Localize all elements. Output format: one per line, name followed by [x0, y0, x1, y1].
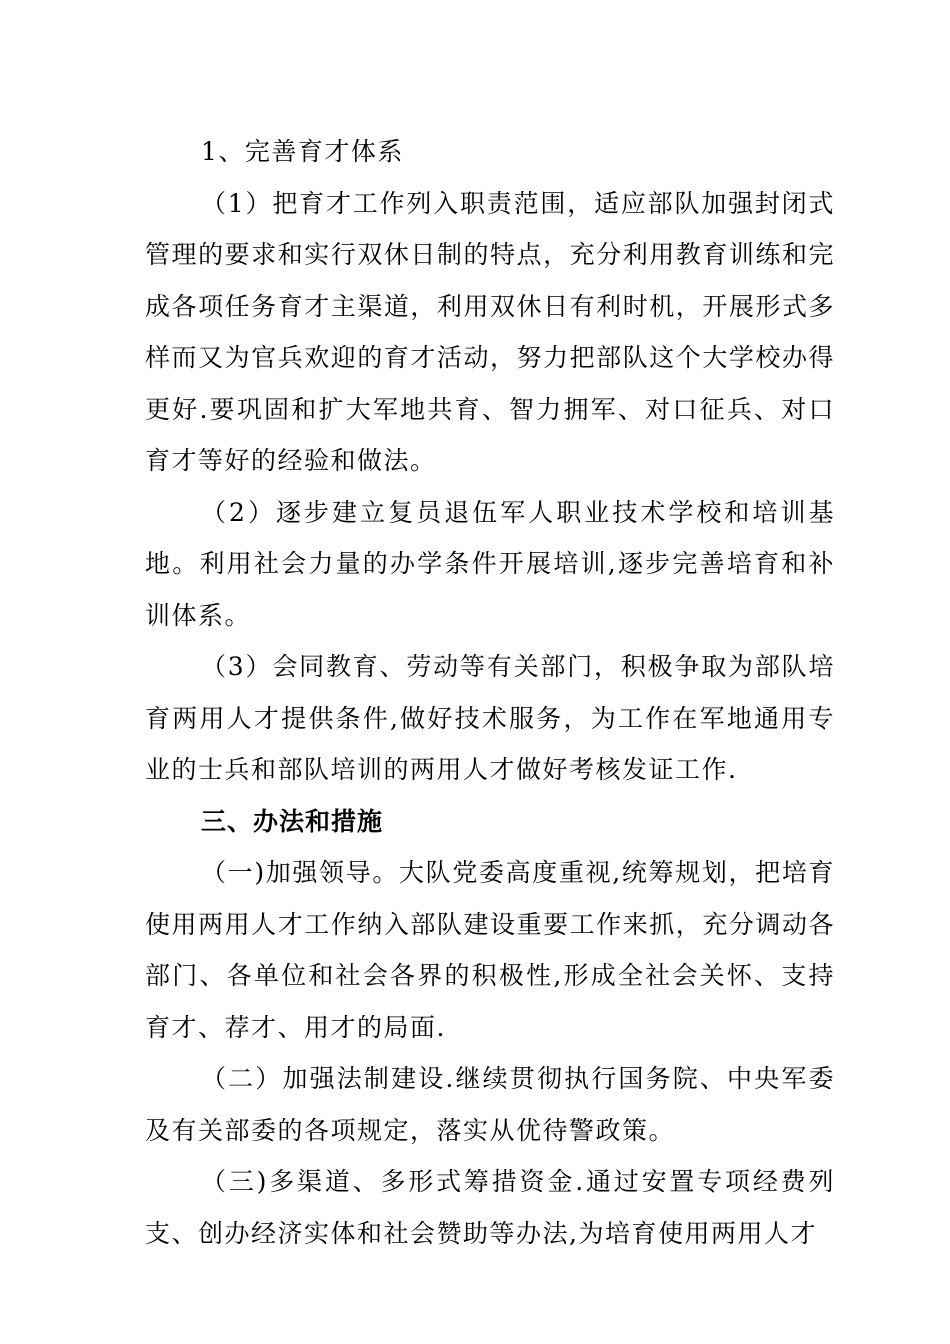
paragraph-item-1: （1）把育才工作列入职责范围，适应部队加强封闭式管理的要求和实行双休日制的特点，充分利用教育训练和完成各项任务育才主渠道，利用双休日有利时机，开展形式多样而又为官兵欢迎的育才活动，努力把部队这个大学校办得更好.要巩固和扩大军地共育、智力拥军、对口征兵、对口育才等好的经验和做法。: [145, 188, 835, 475]
paragraph-item-3: （3）会同教育、劳动等有关部门，积极争取为部队培育两用人才提供条件,做好技术服务，为工作在军地通用专业的士兵和部队培训的两用人才做好考核发证工作.: [145, 652, 835, 784]
section-heading: 三、办法和措施: [201, 806, 384, 836]
paragraph-measure-3: （三)多渠道、多形式筹措资金.通过安置专项经费列支、创办经济实体和社会赞助等办法,为培育使用两用人才: [145, 1167, 835, 1248]
paragraph-measure-2: （二）加强法制建设.继续贯彻执行国务院、中央军委及有关部委的各项规定，落实从优待警政策。: [145, 1064, 835, 1145]
paragraph-item-2: （2）逐步建立复员退伍军人职业技术学校和培训基地。利用社会力量的办学条件开展培训,逐步完善培育和补训体系。: [145, 497, 835, 630]
subsection-heading: 1、完善育才体系: [201, 137, 404, 166]
paragraph-measure-1: （一)加强领导。大队党委高度重视,统筹规划，把培育使用两用人才工作纳入部队建设重要工作来抓，充分调动各部门、各单位和社会各界的积极性,形成全社会关怀、支持育才、荐才、用才的局面.: [145, 858, 835, 1042]
document-body: [145, 126, 835, 1259]
